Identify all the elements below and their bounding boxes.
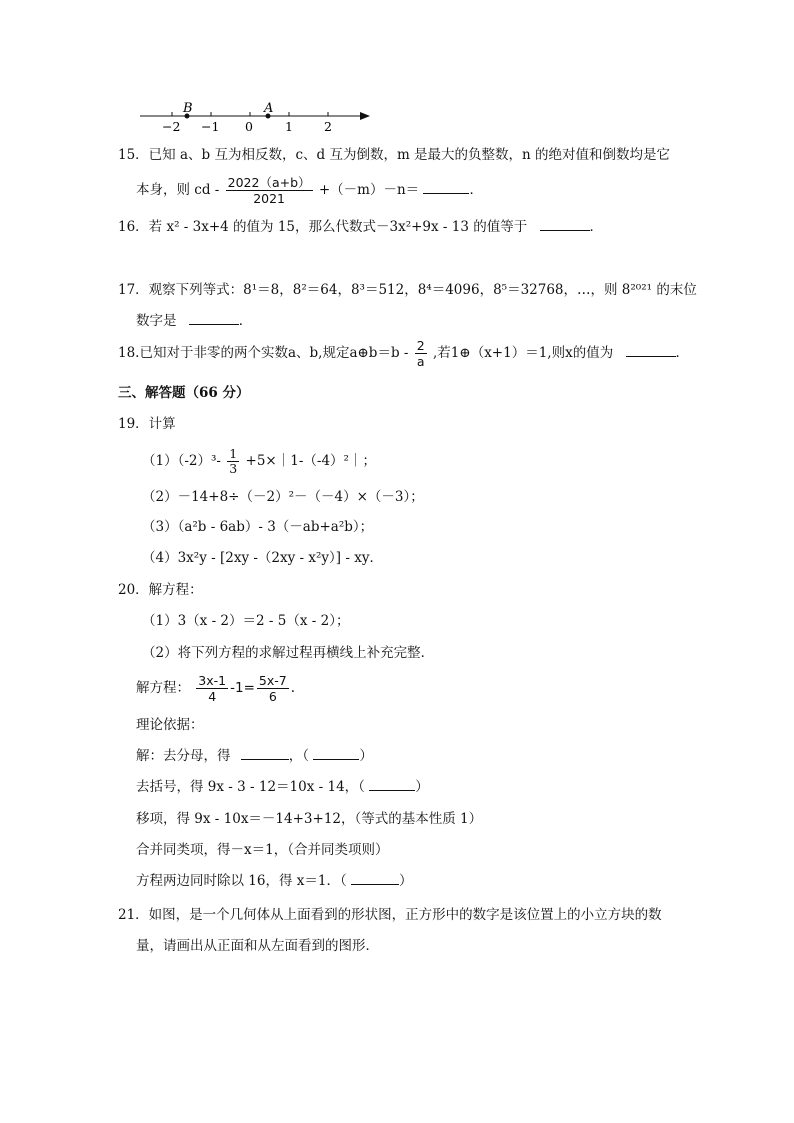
q20-eq-pre: 解方程： (136, 680, 190, 696)
question-19-part-3: （3）（a²b - 6ab）- 3（－ab+a²b）； (142, 519, 374, 535)
question-20-part-2: （2）将下列方程的求解过程再横线上补充完整． (142, 645, 435, 661)
q19-p1-fraction (227, 447, 239, 476)
q18-fraction-numerator: 2 (416, 338, 425, 353)
q18-answer-blank[interactable] (626, 344, 676, 357)
question-21-line-1: 21．如图，是一个几何体从上面看到的形状图，正方形中的数字是该位置上的小立方块的数 (118, 907, 662, 923)
q20-eq-fraction-1-denominator: 4 (208, 689, 217, 704)
q20-step5-reason-blank[interactable] (351, 872, 399, 885)
question-17-line-2 (136, 311, 252, 331)
q20-eq-fraction-1 (196, 673, 228, 704)
q19-p1-post: +5×｜1-（-4）²｜； (245, 453, 376, 469)
q15-text-post: +（－m）－n＝ (318, 182, 420, 198)
q20-step1-reason-blank[interactable] (313, 747, 359, 760)
q18-fraction-denominator: a (416, 354, 425, 369)
question-20-step-1 (136, 746, 373, 766)
q20-step2-reason-blank[interactable] (369, 778, 415, 791)
q18-text-post: ,若1⊕（x+1）＝1,则x的值为 (433, 345, 614, 361)
q15-text-pre: 本身，则 cd - (136, 182, 220, 198)
question-17-line-1: 17．观察下列等式：8¹＝8，8²＝64，8³＝512，8⁴＝4096，8⁵＝32768，…，则 8²⁰²¹ 的末位 (118, 282, 697, 298)
q20-step5-pre: 方程两边同时除以 16，得 x＝1．（ (136, 873, 347, 889)
q20-step1-pre: 解：去分母，得 (136, 748, 231, 764)
q16-text: 16．若 x² - 3x+4 的值为 15，那么代数式－3x²+9x - 13 的值等于 (118, 219, 528, 235)
question-19-part-1 (142, 446, 376, 476)
q20-step1-end: ） (359, 748, 373, 764)
tick-label: 0 (245, 119, 253, 134)
q15-end: ． (469, 182, 483, 198)
q20-eq-mid: -1= (230, 680, 255, 696)
point-a-label: A (264, 101, 274, 116)
question-20-part-1: （1）3（x - 2）＝2 - 5（x - 2）； (142, 613, 350, 629)
q16-end: ． (589, 219, 604, 235)
tick-label: −2 (162, 119, 181, 134)
question-16 (118, 217, 603, 237)
question-19-part-4: （4）3x²y - [2xy -（2xy - x²y）] - xy． (142, 550, 383, 566)
q15-fraction (226, 175, 313, 206)
q20-step1-answer-blank[interactable] (241, 747, 289, 760)
question-20-basis: 理论依据： (136, 717, 204, 733)
q19-p1-fraction-numerator: 1 (229, 446, 238, 461)
question-15-line-1: 15．已知 a、b 互为相反数，c、d 互为倒数，m 是最大的负整数，n 的绝对值和倒数均是它 (118, 147, 671, 163)
q19-p1-fraction-denominator: 3 (229, 461, 238, 476)
section-3-heading: 三、解答题（66 分） (118, 385, 250, 401)
q20-step1-mid: ，（ (288, 748, 310, 764)
question-18 (118, 338, 689, 369)
question-19-part-2: （2）－14+8÷（－2）²－（－4）×（－3）； (142, 489, 424, 505)
question-20-title: 20．解方程： (118, 582, 203, 598)
q15-fraction-numerator: 2022（a+b） (227, 175, 311, 190)
q20-eq-fraction-2-denominator: 6 (268, 689, 277, 704)
q16-answer-blank[interactable] (540, 218, 590, 231)
q20-step2-pre: 去括号，得 9x - 3 - 12＝10x - 14，（ (136, 779, 365, 795)
tick-label: 1 (285, 119, 293, 134)
q20-eq-fraction-2 (257, 673, 289, 704)
q20-step5-end: ） (399, 873, 413, 889)
arrow-head-icon (360, 112, 370, 120)
q18-text-pre: 18.已知对于非零的两个实数a、b,规定a⊕b＝b - (118, 345, 409, 361)
q19-p1-pre: （1）（-2）³- (142, 453, 221, 469)
tick-label: −1 (201, 119, 220, 134)
question-19-title: 19．计算 (118, 416, 176, 432)
point-b-label: B (183, 101, 193, 116)
question-20-step-2 (136, 777, 429, 797)
question-20-step-4: 合并同类项，得－x＝1，（合并同类项则） (136, 842, 389, 858)
q18-fraction (415, 338, 427, 369)
q18-end: ． (675, 345, 689, 361)
q17-answer-blank[interactable] (189, 312, 239, 325)
q20-eq-fraction-2-numerator: 5x-7 (258, 673, 287, 688)
question-20-equation (136, 672, 295, 704)
q17-end: ． (238, 313, 253, 329)
number-line-figure (0, 100, 794, 140)
question-21-line-2: 量，请画出从正面和从左面看到的图形． (136, 938, 379, 954)
q15-fraction-denominator: 2021 (253, 191, 285, 206)
tick-label: 2 (324, 119, 332, 134)
question-15-line-2 (136, 175, 483, 206)
q20-eq-end: . (290, 680, 296, 696)
q17-text: 数字是 (136, 313, 177, 329)
q20-eq-fraction-1-numerator: 3x-1 (198, 673, 227, 688)
question-20-step-5 (136, 871, 413, 891)
q15-answer-blank[interactable] (423, 181, 469, 194)
question-20-step-3: 移项，得 9x - 10x＝－14+3+12，（等式的基本性质 1） (136, 811, 483, 827)
q20-step2-end: ） (415, 779, 429, 795)
